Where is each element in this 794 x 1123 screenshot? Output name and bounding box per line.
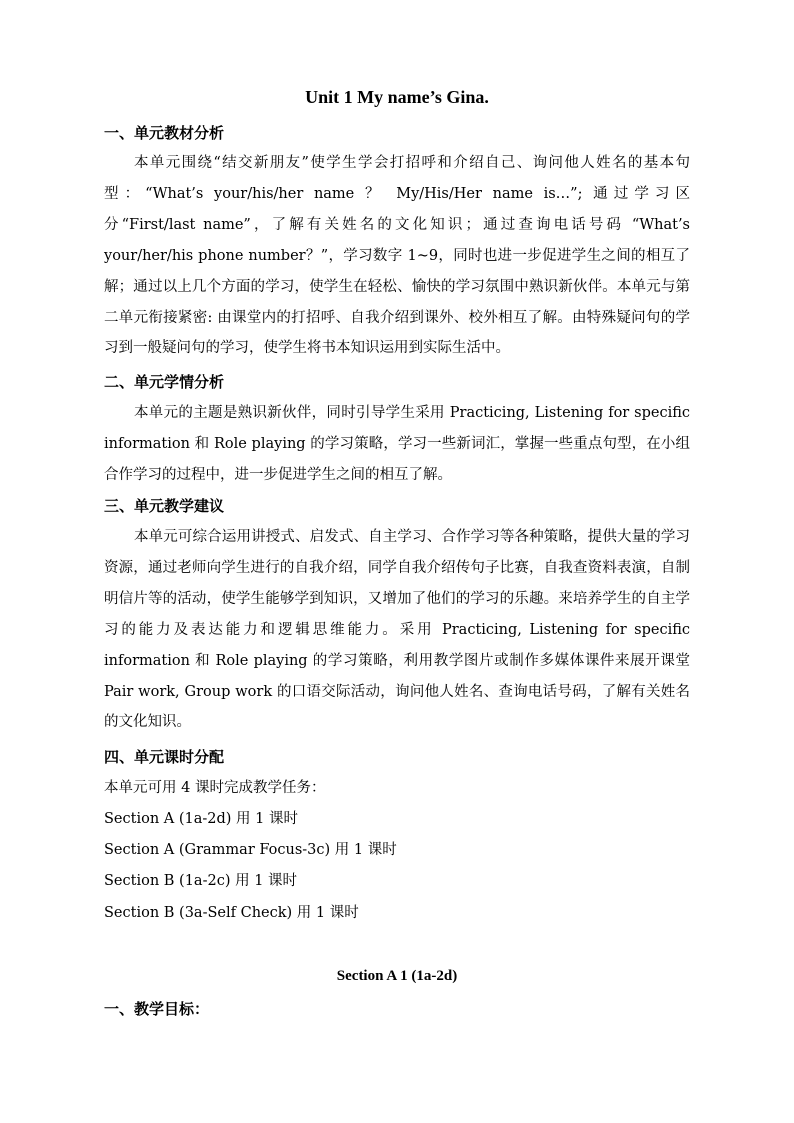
section-heading-3: 三、单元教学建议 [104,497,225,515]
section-heading-1: 一、单元教材分析 [104,124,225,142]
schedule-line-4: Section B (3a-Self Check) 用 1 课时 [104,905,359,921]
schedule-line-3: Section B (1a-2c) 用 1 课时 [104,873,298,889]
teaching-goals-heading: 一、教学目标： [104,1000,210,1018]
lesson-subtitle: Section A 1 (1a-2d) [336,968,458,984]
section-paragraph-1: 本单元围绕“结交新朋友”使学生学会打招呼和介绍自己、询问他人姓名的基本句型：“What’s your/his/her name ？ My/His/Her name is…”; 通过学习区分“First/last name”，了解有关姓名的文化知识；通过查询电话号码 “What’s your/her/his phone number？”，学习数字 1~9，同时也进一步促进学生之间的相互了解；通过以上几个方面的学习，使学生在轻松、愉快的学习氛围中熟识新伙伴。本单元与第二单元衔接紧密: 由课堂内的打招呼、自我介绍到课外、校外相互了解。由特殊疑问句的学习到一般疑问句的学习，使学生将书本知识运用到实际生活中。 [104,155,690,357]
schedule-line-intro: 本单元可用 4 课时完成教学任务： [104,780,326,796]
document-title: Unit 1 My name’s Gina. [305,87,489,107]
section-paragraph-2: 本单元的主题是熟识新伙伴，同时引导学生采用 Practicing, Listening for specific information 和 Role playing 的学习策略，学习一些新词汇，掌握一些重点句型，在小组合作学习的过程中，进一步促进学生之间的相互了解。 [104,405,690,483]
section-paragraph-3: 本单元可综合运用讲授式、启发式、自主学习、合作学习等各种策略，提供大量的学习资源，通过老师向学生进行的自我介绍，同学自我介绍传句子比赛，自我查资料表演，自制明信片等的活动，使学生能够学到知识，又增加了他们的学习的乐趣。来培养学生的自主学习的能力及表达能力和逻辑思维能力。采用 Practicing, Listening for specific information 和 Role playing 的学习策略，利用教学图片或制作多媒体课件来展开课堂 Pair work, Group work 的口语交际活动，询问他人姓名、查询电话号码，了解有关姓名的文化知识。 [104,529,690,731]
section-heading-2: 二、单元学情分析 [104,373,225,391]
schedule-line-1: Section A (1a-2d) 用 1 课时 [104,811,299,827]
schedule-line-2: Section A (Grammar Focus-3c) 用 1 课时 [104,842,397,858]
section-heading-4: 四、单元课时分配 [104,748,225,766]
